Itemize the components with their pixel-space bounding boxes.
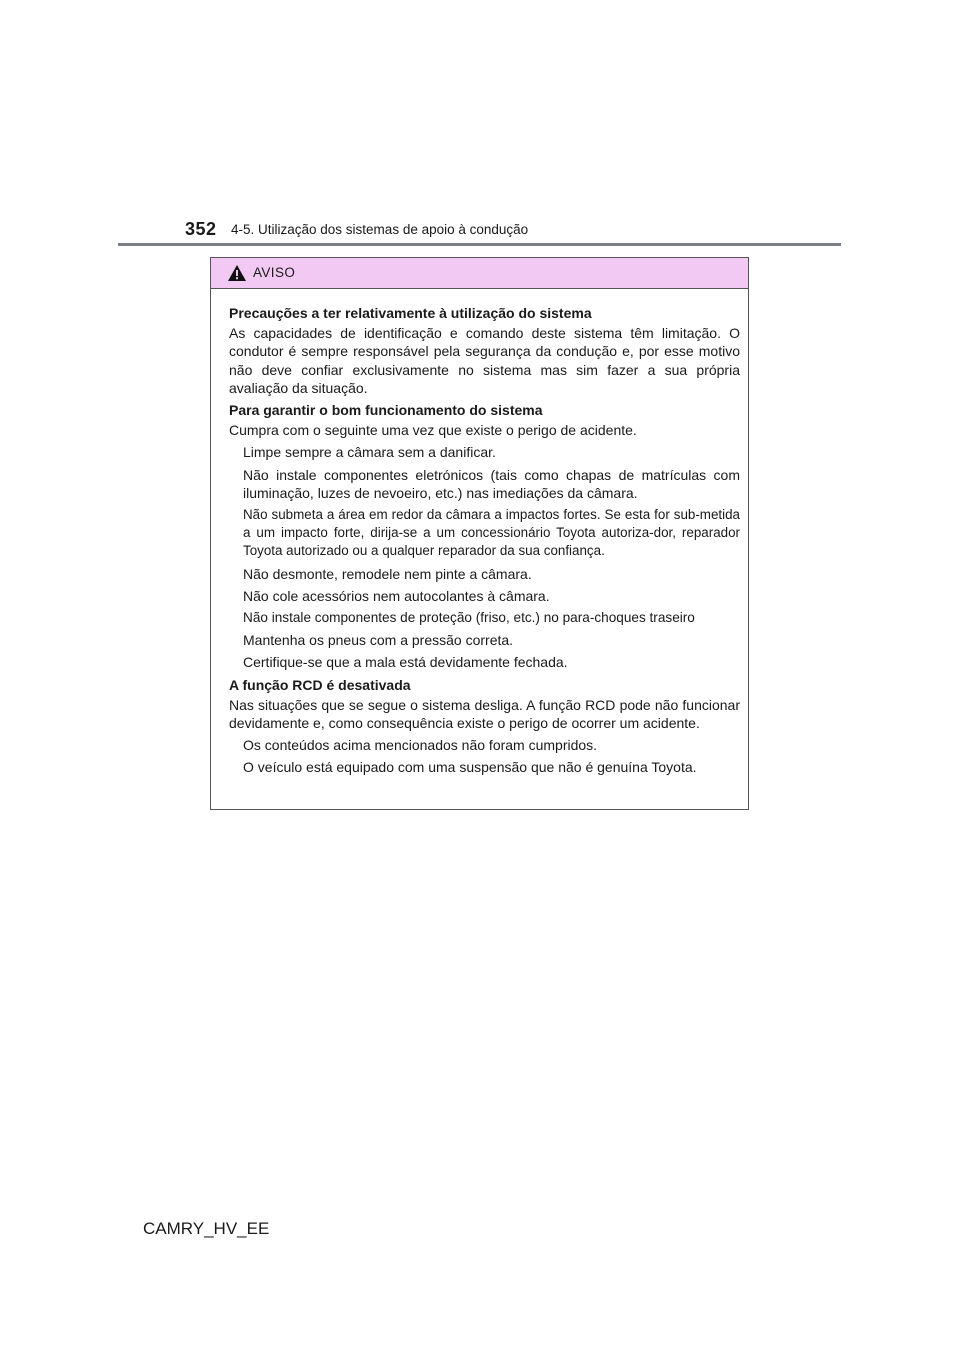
list-item: Não cole acessórios nem autocolantes à câmara. bbox=[243, 587, 550, 604]
list-item: Certifique-se que a mala está devidamente fechada. bbox=[243, 654, 568, 671]
warning-header bbox=[211, 258, 748, 289]
warning-box bbox=[210, 257, 749, 810]
list-item: Não desmonte, remodele nem pinte a câmara. bbox=[243, 565, 532, 582]
header-divider bbox=[118, 243, 841, 246]
list-item: Os conteúdos acima mencionados não foram cumpridos. bbox=[243, 737, 598, 754]
section-heading: Precauções a ter relativamente à utilização do sistema bbox=[229, 305, 592, 321]
section-title: 4-5. Utilização dos sistemas de apoio à condução bbox=[231, 222, 529, 237]
warning-triangle-icon bbox=[227, 264, 247, 282]
section-text: As capacidades de identificação e comando deste sistema têm limitação. O condutor é sempre responsável pela segurança da condução e, por esse motivo não deve confiar exclusivamente no sistema mas sim fazer a sua própria avaliação da situação. bbox=[229, 325, 740, 396]
list-item: Não submeta a área em redor da câmara a impactos fortes. Se esta for sub-metida a um impacto forte, dirija-se a um concessionário Toyota autoriza-dor, reparador Toyota autorizado ou a qualquer reparador da sua confiança. bbox=[243, 507, 740, 559]
page-number: 352 bbox=[185, 219, 217, 239]
section-text: Cumpra com o seguinte uma vez que existe o perigo de acidente. bbox=[229, 422, 637, 439]
list-item: Limpe sempre a câmara sem a danificar. bbox=[243, 444, 496, 461]
warning-label: AVISO bbox=[253, 265, 296, 280]
section-heading: Para garantir o bom funcionamento do sistema bbox=[229, 402, 543, 419]
list-item: Não instale componentes eletrónicos (tais como chapas de matrículas com iluminação, luzes de nevoeiro, etc.) nas imediações da câmara. bbox=[243, 466, 740, 501]
section-text: Nas situações que se segue o sistema desliga. A função RCD pode não funcionar devidamente e, como consequência existe o perigo de ocorrer um acidente. bbox=[229, 696, 740, 732]
section-heading: A função RCD é desativada bbox=[229, 676, 411, 693]
list-item: Mantenha os pneus com a pressão correta. bbox=[243, 632, 514, 649]
warning-body bbox=[211, 289, 748, 777]
list-item: O veículo está equipado com uma suspensão que não é genuína Toyota. bbox=[243, 759, 697, 776]
list-item: Não instale componentes de proteção (friso, etc.) no para-choques traseiro bbox=[243, 610, 695, 626]
model-code: CAMRY_HV_EE bbox=[143, 1219, 270, 1238]
